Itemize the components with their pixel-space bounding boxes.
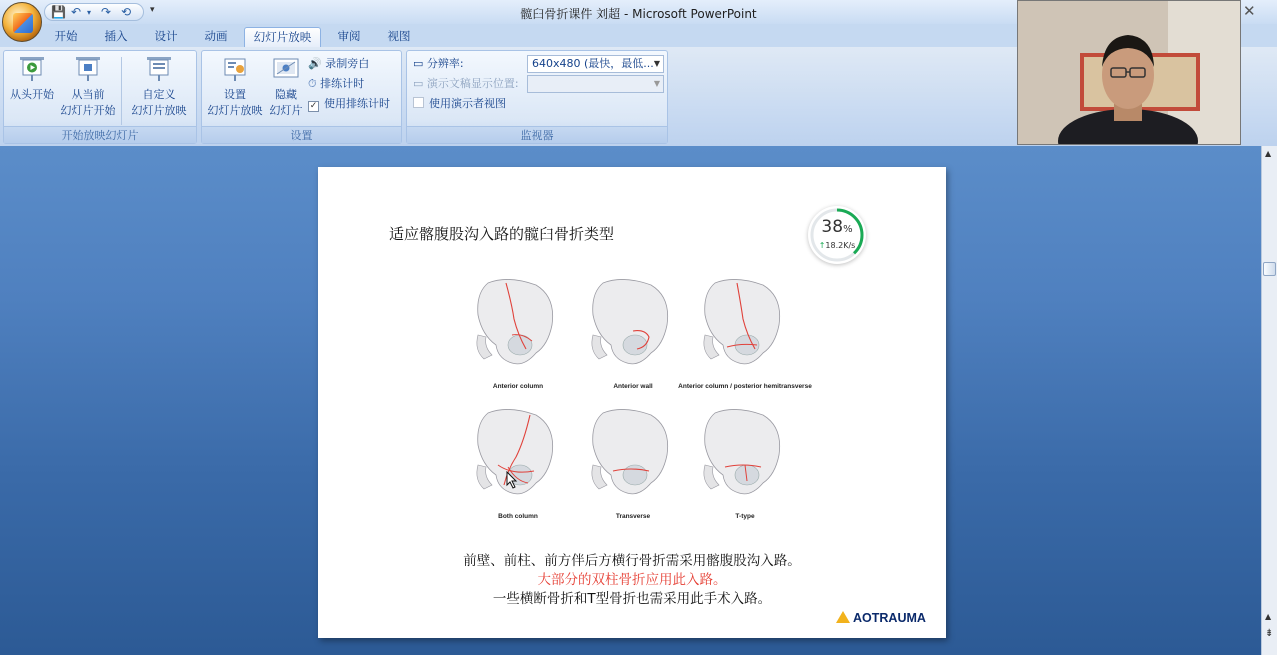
redo-icon[interactable]: ↷ bbox=[101, 5, 112, 19]
vertical-scrollbar[interactable] bbox=[1261, 146, 1277, 655]
presenter-view-checkbox[interactable] bbox=[413, 97, 424, 108]
custom-slideshow-label-1: 自定义 bbox=[142, 88, 176, 101]
group-label: 监视器 bbox=[407, 126, 667, 143]
microphone-icon: 🔊 bbox=[308, 57, 322, 70]
figure-caption: Transverse bbox=[615, 513, 651, 520]
show-on-select[interactable] bbox=[527, 75, 664, 93]
hide-label-2: 幻灯片 bbox=[269, 104, 303, 117]
monitor-icon: ▭ bbox=[413, 57, 424, 70]
show-on-row bbox=[413, 76, 519, 92]
ao-triangle-icon bbox=[836, 611, 850, 623]
resolution-label: 分辨率: bbox=[426, 57, 464, 70]
tab-review[interactable]: 审阅 bbox=[337, 29, 361, 43]
quick-access-toolbar bbox=[44, 3, 144, 21]
chevron-down-icon: ▼ bbox=[653, 59, 660, 68]
pelvis-t-type-image bbox=[695, 405, 795, 510]
use-timings-checkbox[interactable]: ✓ bbox=[309, 101, 318, 111]
presenter-view-label: 使用演示者视图 bbox=[429, 97, 506, 110]
meter-percent-unit: % bbox=[843, 224, 853, 235]
show-on-label: 演示文稿显示位置: bbox=[426, 77, 519, 90]
upload-arrow-icon: ↑ bbox=[818, 241, 826, 250]
from-current-button[interactable] bbox=[58, 55, 118, 119]
group-start-slideshow bbox=[3, 50, 197, 144]
office-logo-icon bbox=[13, 13, 33, 33]
presenter-video-image bbox=[1018, 1, 1241, 145]
repeat-icon[interactable]: ⟲ bbox=[121, 5, 132, 19]
pelvis-anterior-posterior-image bbox=[695, 275, 795, 380]
slide-canvas[interactable] bbox=[318, 167, 946, 638]
resolution-value: 640x480 (最快，最低... bbox=[532, 57, 654, 70]
from-beginning-button[interactable] bbox=[6, 55, 58, 103]
resolution-row bbox=[413, 56, 464, 72]
window-title: 髋臼骨折课件 刘超 - Microsoft PowerPoint bbox=[520, 7, 757, 21]
tab-home[interactable]: 开始 bbox=[54, 29, 78, 43]
figure-caption: Anterior column bbox=[492, 383, 544, 390]
tab-insert[interactable]: 插入 bbox=[104, 29, 128, 43]
figure-caption: T-type bbox=[735, 513, 755, 520]
mouse-cursor-icon bbox=[506, 471, 518, 489]
pelvis-figure bbox=[583, 275, 683, 390]
hide-slide-icon bbox=[271, 55, 301, 83]
pelvis-figure bbox=[678, 275, 812, 390]
tab-design[interactable]: 设计 bbox=[154, 29, 178, 43]
custom-show-icon bbox=[144, 55, 174, 83]
pelvis-anterior-column-image bbox=[468, 275, 568, 380]
undo-icon[interactable]: ↶ bbox=[71, 5, 82, 19]
setup-slideshow-icon bbox=[220, 55, 250, 83]
group-setup bbox=[201, 50, 402, 144]
record-narration-button[interactable] bbox=[308, 56, 369, 72]
save-icon[interactable]: 💾 bbox=[51, 5, 66, 19]
projector-play-icon bbox=[17, 55, 47, 83]
rehearse-timings-label: 排练计时 bbox=[320, 77, 365, 90]
scroll-up-icon[interactable]: ▲ bbox=[1265, 149, 1272, 158]
slide-body-line-3: 一些横断骨折和T型骨折也需采用此手术入路。 bbox=[492, 591, 772, 607]
use-timings-toggle[interactable] bbox=[308, 96, 390, 112]
group-label: 设置 bbox=[202, 126, 401, 143]
tab-view[interactable]: 视图 bbox=[387, 29, 411, 43]
custom-slideshow-label-2: 幻灯片放映 bbox=[131, 104, 187, 117]
tab-slideshow[interactable]: 幻灯片放映 bbox=[244, 27, 321, 47]
stopwatch-icon: ⏱ bbox=[308, 77, 317, 90]
group-divider bbox=[121, 57, 122, 125]
aotrauma-logo bbox=[836, 611, 926, 625]
office-button[interactable] bbox=[2, 2, 42, 42]
from-current-label-1: 从当前 bbox=[71, 88, 105, 101]
pelvis-both-column-image bbox=[468, 405, 568, 510]
slide-title: 适应髂腹股沟入路的髋臼骨折类型 bbox=[389, 225, 615, 243]
meter-speed bbox=[808, 241, 866, 250]
scroll-down-icon[interactable]: ▲ bbox=[1265, 612, 1272, 621]
scroll-thumb[interactable] bbox=[1263, 262, 1276, 276]
projector-current-icon bbox=[73, 55, 103, 83]
tab-animations[interactable]: 动画 bbox=[204, 29, 228, 43]
rehearse-timings-button[interactable] bbox=[308, 76, 364, 92]
undo-dropdown-icon[interactable]: ▾ bbox=[87, 8, 92, 17]
chevron-down-icon: ▼ bbox=[653, 79, 660, 88]
setup-slideshow-button[interactable] bbox=[204, 55, 266, 119]
figure-caption: Both column bbox=[498, 513, 538, 520]
presenter-view-toggle[interactable] bbox=[413, 96, 506, 112]
from-current-label-2: 幻灯片开始 bbox=[60, 104, 116, 117]
setup-label-2: 幻灯片放映 bbox=[207, 104, 263, 117]
pelvis-figure bbox=[583, 405, 683, 520]
download-meter bbox=[808, 206, 866, 264]
custom-slideshow-button[interactable] bbox=[124, 55, 194, 119]
from-beginning-label: 从头开始 bbox=[10, 88, 54, 101]
figure-caption: Anterior wall bbox=[613, 383, 653, 390]
next-slide-icon[interactable]: ⇟ bbox=[1265, 628, 1274, 639]
record-narration-label: 录制旁白 bbox=[325, 57, 370, 70]
pelvis-figure bbox=[695, 405, 795, 520]
webcam-overlay bbox=[1017, 0, 1241, 145]
use-timings-label: 使用排练计时 bbox=[324, 97, 390, 110]
pelvis-figure bbox=[468, 275, 568, 390]
figure-caption: Anterior column / posterior hemitransverse bbox=[678, 383, 812, 390]
group-monitors bbox=[406, 50, 668, 144]
meter-percent bbox=[808, 217, 866, 237]
monitor-disabled-icon: ▭ bbox=[413, 77, 424, 90]
hide-label-1: 隐藏 bbox=[275, 88, 297, 101]
setup-label-1: 设置 bbox=[224, 88, 246, 101]
pelvis-transverse-image bbox=[583, 405, 683, 510]
pelvis-figure bbox=[468, 405, 568, 520]
meter-percent-value: 38 bbox=[821, 217, 844, 237]
aotrauma-logo-text: AOTRAUMA bbox=[853, 611, 926, 625]
resolution-select[interactable] bbox=[527, 55, 664, 73]
pelvis-anterior-wall-image bbox=[583, 275, 683, 380]
hide-slide-button[interactable] bbox=[266, 55, 306, 119]
close-icon[interactable]: ✕ bbox=[1243, 2, 1256, 20]
slide-body-line-1: 前壁、前柱、前方伴后方横行骨折需采用髂腹股沟入路。 bbox=[463, 553, 801, 569]
customize-qat-icon[interactable]: ▾ bbox=[150, 5, 155, 15]
meter-speed-value: 18.2K/s bbox=[825, 241, 856, 250]
group-label: 开始放映幻灯片 bbox=[4, 126, 196, 143]
slide-body-line-2: 大部分的双柱骨折应用此入路。 bbox=[537, 572, 727, 588]
